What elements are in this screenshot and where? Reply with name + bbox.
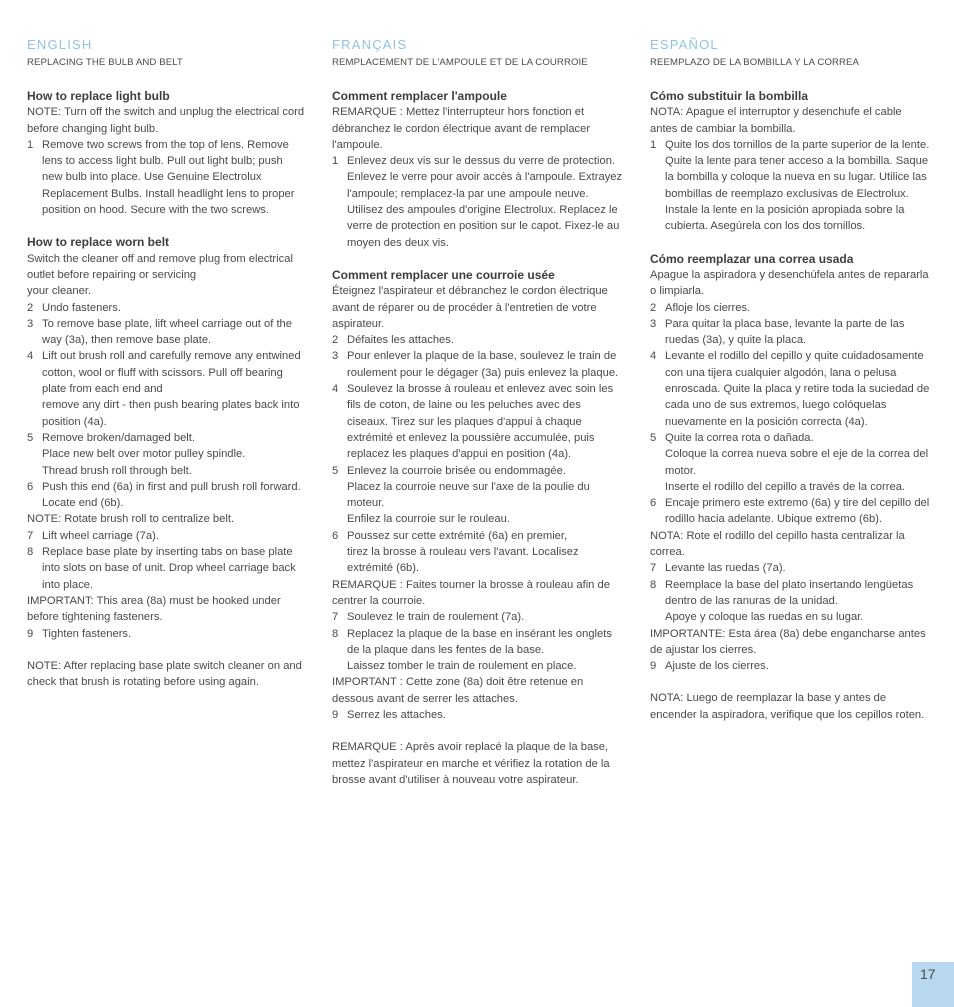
- step-number: 2: [332, 334, 339, 347]
- step-text: Reemplace la base del plato insertando lengüetas dentro de las ranuras de la unidad. Apoye y coloque las ruedas en su lugar.: [665, 578, 914, 624]
- step-number: 1: [332, 155, 339, 168]
- final-note: NOTA: Luego de reemplazar la base y antes de encender la aspiradora, verifique que los cepillos roten.: [650, 692, 925, 721]
- step-number: 8: [27, 546, 34, 559]
- step-text: Poussez sur cette extrémité (6a) en premier, tirez la brosse à rouleau vers l'avant. Localisez extrémité (6b).: [347, 529, 579, 575]
- important-note: IMPORTANTE: Esta área (8a) debe engancharse antes de ajustar los cierres.: [650, 627, 926, 656]
- step-item: [27, 479, 305, 512]
- steps-belt-a: [27, 300, 305, 512]
- step-number: 5: [27, 431, 34, 444]
- step-number: 5: [650, 431, 657, 444]
- step-text: Tighten fasteners.: [42, 627, 132, 640]
- step-number: 7: [27, 529, 34, 542]
- step-number: 6: [650, 497, 657, 510]
- step-number: 4: [27, 350, 34, 363]
- step-number: 3: [332, 350, 339, 363]
- step-number: 5: [332, 464, 339, 477]
- step-item: [650, 560, 930, 576]
- step-number: 7: [332, 611, 339, 624]
- steps-belt-c: [650, 658, 930, 674]
- step-text: Pour enlever la plaque de la base, soulevez le train de roulement pour le dégager (3a) puis enlevez la plaque.: [347, 350, 619, 379]
- step-item: [332, 707, 624, 723]
- heading-replace-belt: Comment remplacer une courroie usée: [332, 267, 555, 282]
- step-item: [650, 316, 930, 349]
- step-text: Remove two screws from the top of lens. Remove lens to access light bulb. Pull out light bulb; push new bulb into place. Use Genuine Electrolux Replacement Bulbs. Install headlight lens to proper position on hood. Secure with the two screws.: [42, 138, 295, 217]
- important-note: IMPORTANT: This area (8a) must be hooked under before tightening fasteners.: [27, 594, 281, 624]
- step-number: 3: [27, 317, 34, 330]
- step-number: 1: [650, 138, 657, 151]
- note-rotate: REMARQUE : Faites tourner la brosse à rouleau afin de centrer la courroie.: [332, 578, 610, 607]
- step-item: [27, 544, 305, 593]
- step-item: [27, 430, 305, 479]
- step-item: [27, 316, 305, 349]
- language-title: ESPAÑOL: [650, 37, 719, 52]
- step-item: [650, 137, 930, 235]
- step-text: Enlevez deux vis sur le dessus du verre de protection. Enlevez le verre pour avoir accès à l'ampoule. Extrayez l'ampoule; remplacez-la par une ampoule neuve. Utilisez des ampoules d'origine Electrolux. Replacez le verre de protection en position sur le capot. Fixez-le au moyen des deux vis.: [347, 155, 623, 249]
- final-note: REMARQUE : Après avoir replacé la plaque de la base, mettez l'aspirateur en marche et vérifiez la rotation de la brosse avant d'utiliser à nouveau votre aspirateur.: [332, 741, 610, 786]
- step-text: Afloje los cierres.: [665, 301, 751, 314]
- language-title: ENGLISH: [27, 37, 93, 52]
- step-number: 7: [650, 562, 657, 575]
- step-text: Lift out brush roll and carefully remove any entwined cotton, wool or fluff with scissors. Pull off bearing plate from each end and remove any dirt - then push bearing plates back into position (4a).: [42, 350, 301, 428]
- step-text: Défaites les attaches.: [347, 334, 454, 347]
- step-item: [332, 528, 624, 577]
- step-text: Replacez la plaque de la base en insérant les onglets de la plaque dans les fentes de la base. Laissez tomber le train de roulement en place.: [347, 627, 612, 673]
- step-item: [650, 577, 930, 626]
- intro-belt: Apague la aspiradora y desenchúfela antes de repararla o limpiarla.: [650, 268, 929, 298]
- important-note: IMPORTANT : Cette zone (8a) doit être retenue en dessous avant de serrer les attaches.: [332, 676, 584, 705]
- step-text: Ajuste de los cierres.: [665, 660, 769, 673]
- heading-replace-belt: Cómo reemplazar una correa usada: [650, 251, 854, 266]
- step-number: 1: [27, 138, 34, 151]
- step-text: Soulevez la brosse à rouleau et enlevez avec soin les fils de coton, de laine ou les peluches avec des ciseaux. Tirez sur les plaques d'appui à chaque extrémité et enlevez la poussière accumulée, puis replacez les plaques d'appui en position (4a).: [347, 383, 614, 461]
- steps-bulb: [332, 153, 624, 251]
- steps-belt-c: [332, 707, 624, 723]
- step-item: [332, 609, 624, 625]
- step-text: Soulevez le train de roulement (7a).: [347, 611, 525, 624]
- step-text: Remove broken/damaged belt. Place new belt over motor pulley spindle. Thread brush roll through belt.: [42, 431, 246, 477]
- step-text: Lift wheel carriage (7a).: [42, 529, 159, 542]
- intro-belt: Switch the cleaner off and remove plug from electrical outlet before repairing or servicing your cleaner.: [27, 252, 293, 298]
- step-item: [332, 381, 624, 462]
- step-number: 6: [332, 529, 339, 542]
- note-bulb: NOTE: Turn off the switch and unplug the electrical cord before changing light bulb.: [27, 106, 305, 135]
- step-number: 2: [27, 301, 34, 314]
- steps-belt-a: [650, 300, 930, 528]
- step-number: 4: [332, 383, 339, 396]
- step-number: 3: [650, 317, 657, 330]
- section-subtitle: REEMPLAZO DE LA BOMBILLA Y LA CORREA: [650, 57, 860, 68]
- step-text: To remove base plate, lift wheel carriage out of the way (3a), then remove base plate.: [42, 317, 292, 347]
- step-number: 9: [332, 708, 339, 721]
- section-subtitle: REMPLACEMENT DE L'AMPOULE ET DE LA COURROIE: [332, 57, 588, 68]
- steps-bulb: [650, 137, 930, 235]
- step-item: [332, 332, 624, 348]
- step-text: Push this end (6a) in first and pull brush roll forward. Locate end (6b).: [42, 480, 301, 510]
- note-bulb: NOTA: Apague el interruptor y desenchufe el cable antes de cambiar la bombilla.: [650, 106, 902, 135]
- step-text: Encaje primero este extremo (6a) y tire del cepillo del rodillo hacia adelante. Ubique extremo (6b).: [665, 497, 930, 526]
- step-text: Serrez les attaches.: [347, 708, 446, 721]
- note-rotate: NOTA: Rote el rodillo del cepillo hasta centralizar la correa.: [650, 529, 905, 559]
- steps-bulb: [27, 137, 305, 218]
- step-item: [650, 658, 930, 674]
- step-text: Enlevez la courroie brisée ou endommagée. Placez la courroie neuve sur l'axe de la poulie du moteur. Enfilez la courroie sur le rouleau.: [347, 464, 590, 526]
- step-text: Quite los dos tornillos de la parte superior de la lente. Quite la lente para tener acceso a la bombilla. Saque la bombilla y coloque la nueva en su lugar. Utilice las bombillas de reemplazo exclusivas de Electrolux. Instale la lente en la posición apropiada sobre la cubierta. Asegúrela con los dos tornillos.: [665, 138, 930, 233]
- step-item: [650, 348, 930, 429]
- heading-replace-belt: How to replace worn belt: [27, 235, 170, 250]
- step-item: [27, 348, 305, 429]
- step-text: Replace base plate by inserting tabs on base plate into slots on base of unit. Drop wheel carriage back into place.: [42, 546, 296, 591]
- step-item: [332, 153, 624, 251]
- column-english: [27, 36, 305, 690]
- step-item: [332, 626, 624, 675]
- step-item: [650, 495, 930, 528]
- column-spanish: [650, 36, 930, 723]
- step-text: Undo fasteners.: [42, 301, 121, 314]
- step-item: [27, 300, 305, 316]
- final-note: NOTE: After replacing base plate switch cleaner on and check that brush is rotating before using again.: [27, 659, 302, 689]
- steps-belt-b: [650, 560, 930, 625]
- step-number: 9: [27, 627, 34, 640]
- steps-belt-b: [27, 528, 305, 593]
- heading-replace-bulb: Cómo substituir la bombilla: [650, 89, 809, 103]
- step-text: Quite la correa rota o dañada. Coloque la correa nueva sobre el eje de la correa del motor. Inserte el rodillo del cepillo a través de la correa.: [665, 431, 929, 493]
- step-number: 2: [650, 301, 657, 314]
- step-item: [650, 430, 930, 495]
- steps-belt-a: [332, 332, 624, 576]
- heading-replace-bulb: How to replace light bulb: [27, 89, 170, 103]
- steps-belt-c: [27, 626, 305, 642]
- step-number: 8: [650, 578, 657, 591]
- step-text: Levante las ruedas (7a).: [665, 562, 786, 575]
- step-item: [332, 348, 624, 381]
- step-number: 9: [650, 660, 657, 673]
- step-item: [650, 300, 930, 316]
- step-number: 4: [650, 350, 657, 363]
- heading-replace-bulb: Comment remplacer l'ampoule: [332, 89, 507, 103]
- note-bulb: REMARQUE : Mettez l'interrupteur hors fonction et débranchez le cordon électrique avant de remplacer l'ampoule.: [332, 106, 591, 151]
- step-text: Levante el rodillo del cepillo y quite cuidadosamente con una tijera cualquier algodón, lana o pelusa enroscada. Quite la placa y retire toda la suciedad de cada uno de sus extremos, luego colóquelas nuevamente en la posición correcta (4a).: [665, 350, 930, 428]
- page-number: 17: [912, 962, 954, 1007]
- section-subtitle: REPLACING THE BULB AND BELT: [27, 57, 183, 68]
- note-rotate: NOTE: Rotate brush roll to centralize belt.: [27, 513, 235, 526]
- step-item: [27, 137, 305, 218]
- step-text: Para quitar la placa base, levante la parte de las ruedas (3a), y quite la placa.: [665, 317, 905, 347]
- step-number: 8: [332, 627, 339, 640]
- step-item: [27, 626, 305, 642]
- language-title: FRANÇAIS: [332, 37, 408, 52]
- steps-belt-b: [332, 609, 624, 674]
- step-item: [332, 463, 624, 528]
- step-item: [27, 528, 305, 544]
- intro-belt: Éteignez l'aspirateur et débranchez le cordon électrique avant de réparer ou de procéder à l'entretien de votre aspirateur.: [332, 285, 608, 330]
- step-number: 6: [27, 480, 34, 493]
- column-french: [332, 36, 624, 788]
